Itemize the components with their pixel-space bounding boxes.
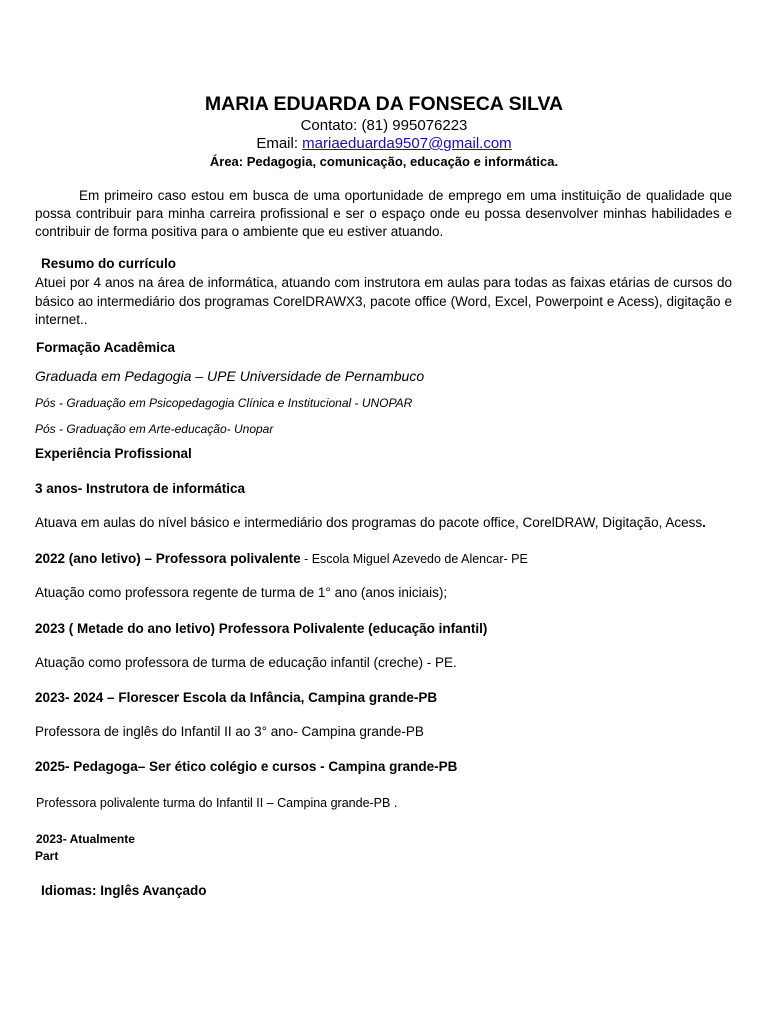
job-3-description: Atuação como professora de turma de educação infantil (creche) - PE.	[35, 655, 457, 670]
intro-paragraph: Em primeiro caso estou em busca de uma oportunidade de emprego em uma instituição de qualidade que possa contribuir para minha carreira profissional e ser o espaço onde eu possa desenvolver minhas habilidades e contribuir de forma positiva para o ambiente que eu estiver atuando.	[35, 188, 732, 239]
job-4-title: 2023- 2024 – Florescer Escola da Infância, Campina grande-PB	[35, 690, 438, 705]
job-2-title: 2022 (ano letivo) – Professora polivalente	[35, 551, 301, 566]
candidate-name: MARIA EDUARDA DA FONSECA SILVA	[204, 93, 564, 115]
job-2-heading	[35, 550, 528, 568]
email-link[interactable]: mariaeduarda9507@gmail.com	[302, 135, 512, 152]
email-label: Email:	[256, 135, 303, 152]
job-1-title: 3 anos- Instrutora de informática	[35, 481, 246, 496]
formacao-title: Formação Acadêmica	[36, 340, 176, 355]
resumo-title: Resumo do currículo	[41, 256, 177, 271]
job-1-period: .	[702, 515, 706, 530]
job-6-title: Part	[35, 849, 59, 863]
job-6-period: 2023- Atualmente	[36, 832, 135, 846]
job-2-place: - Escola Miguel Azevedo de Alencar- PE	[300, 552, 528, 566]
contact-email	[0, 135, 768, 152]
job-1-desc-text: Atuava em aulas do nível básico e intermediário dos programas do pacote office, CorelDRAW, Digitação, Acess	[35, 515, 703, 530]
formacao-item-3: Pós - Graduação em Arte-educação- Unopar	[35, 422, 274, 436]
job-5-title: 2025- Pedagoga– Ser ético colégio e cursos - Campina grande-PB	[35, 759, 458, 774]
idiomas-line: Idiomas: Inglês Avançado	[41, 883, 207, 898]
area-line: Área: Pedagogia, comunicação, educação e informática.	[209, 154, 559, 169]
job-2-description: Atuação como professora regente de turma de 1° ano (anos iniciais);	[35, 585, 448, 600]
job-4-description: Professora de inglês do Infantil II ao 3° ano- Campina grande-PB	[35, 724, 424, 739]
job-5-description: Professora polivalente turma do Infantil II – Campina grande-PB .	[36, 796, 398, 810]
resumo-text: Atuei por 4 anos na área de informática, atuando com instrutora em aulas para todas as faixas etárias de cursos do básico ao intermediário dos programas CorelDRAWX3, pacote office (Word, Excel, Powerpoint e Acess), digitação e internet..	[35, 275, 732, 327]
formacao-item-1: Graduada em Pedagogia – UPE Universidade de Pernambuco	[35, 368, 425, 384]
job-3-title: 2023 ( Metade do ano letivo) Professora Polivalente (educação infantil)	[35, 621, 488, 636]
contact-phone: Contato: (81) 995076223	[300, 117, 468, 134]
job-1-description	[35, 515, 706, 530]
formacao-item-2: Pós - Graduação em Psicopedagogia Clínica e Institucional - UNOPAR	[35, 396, 413, 410]
experiencia-title: Experiência Profissional	[35, 446, 192, 461]
